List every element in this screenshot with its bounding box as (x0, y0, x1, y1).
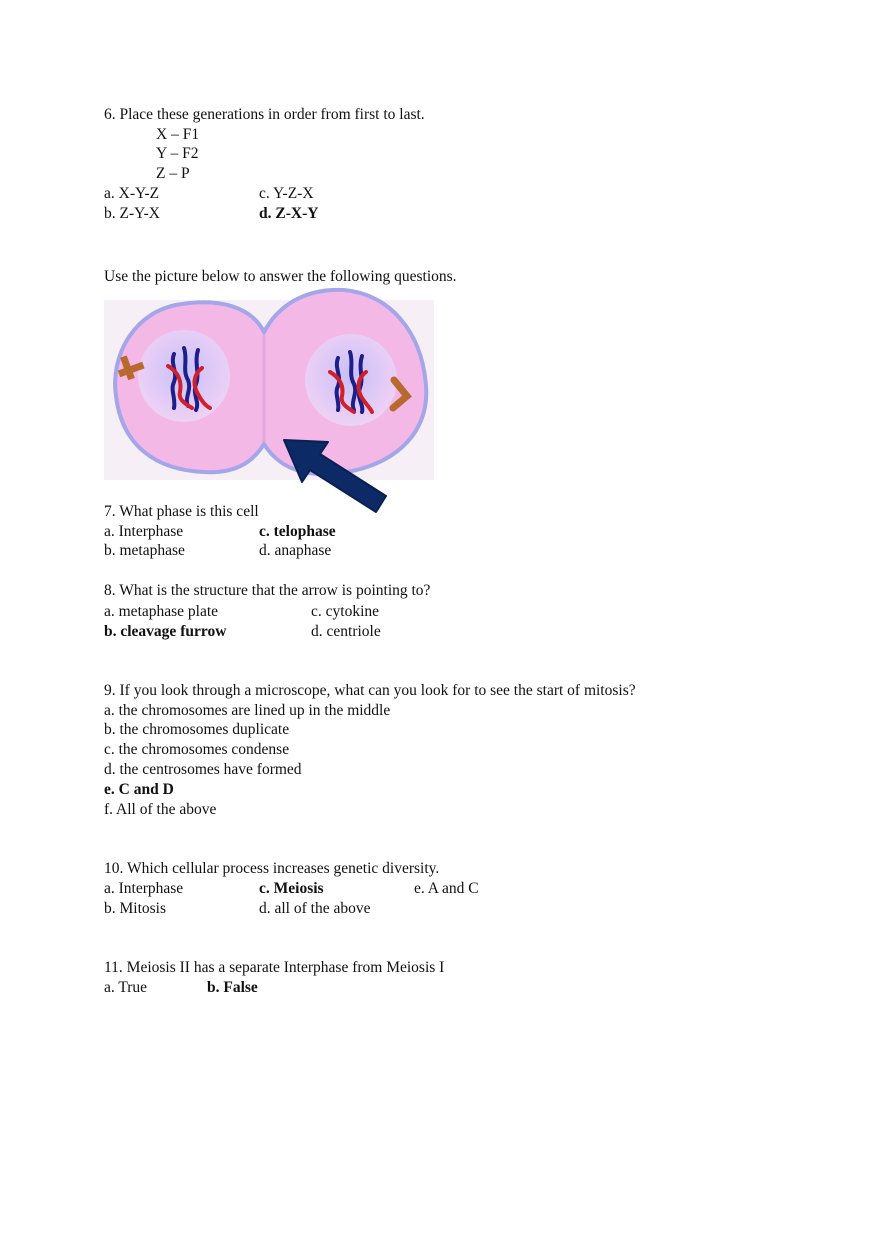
q6-option-a: a. X-Y-Z (104, 185, 160, 202)
q7-question: 7. What phase is this cell (104, 503, 259, 520)
q7-option-d: d. anaphase (259, 542, 332, 559)
q6-option-c: c. Y-Z-X (259, 185, 314, 202)
q10-question: 10. Which cellular process increases genetic diversity. (104, 860, 440, 877)
q8-option-c: c. cytokine (311, 603, 380, 620)
q6-item-y: Y – F2 (156, 145, 199, 162)
q10-option-d: d. all of the above (259, 900, 371, 917)
q9-option-c: c. the chromosomes condense (104, 741, 290, 758)
q8-option-d: d. centriole (311, 623, 381, 640)
picture-instruction: Use the picture below to answer the following questions. (104, 268, 457, 285)
q6-option-b: b. Z-Y-X (104, 205, 160, 222)
q8-question: 8. What is the structure that the arrow is pointing to? (104, 582, 431, 599)
q7-option-c-answer: c. telophase (259, 523, 336, 540)
q7-option-a: a. Interphase (104, 523, 184, 540)
q9-option-d: d. the centrosomes have formed (104, 761, 302, 778)
q9-option-b: b. the chromosomes duplicate (104, 721, 290, 738)
q8-option-a: a. metaphase plate (104, 603, 219, 620)
left-nucleus (138, 330, 230, 422)
pointer-arrow (278, 432, 394, 522)
q6-item-z: Z – P (156, 165, 190, 182)
q6-item-x: X – F1 (156, 126, 200, 143)
q9-option-e-answer: e. C and D (104, 781, 174, 798)
q9-option-f: f. All of the above (104, 801, 217, 818)
q11-option-b-answer: b. False (207, 979, 258, 996)
q11-question: 11. Meiosis II has a separate Interphase from Meiosis I (104, 959, 445, 976)
q7-option-b: b. metaphase (104, 542, 185, 559)
q6-option-d-answer: d. Z-X-Y (259, 205, 319, 222)
q10-option-b: b. Mitosis (104, 900, 167, 917)
q10-option-a: a. Interphase (104, 880, 184, 897)
q10-option-e: e. A and C (414, 880, 479, 897)
q9-option-a: a. the chromosomes are lined up in the middle (104, 702, 391, 719)
q9-question: 9. If you look through a microscope, what can you look for to see the start of mitosis? (104, 682, 636, 699)
q11-option-a: a. True (104, 979, 148, 996)
q10-option-c-answer: c. Meiosis (259, 880, 324, 897)
q6-question: 6. Place these generations in order from first to last. (104, 106, 425, 123)
q8-option-b-answer: b. cleavage furrow (104, 623, 227, 640)
